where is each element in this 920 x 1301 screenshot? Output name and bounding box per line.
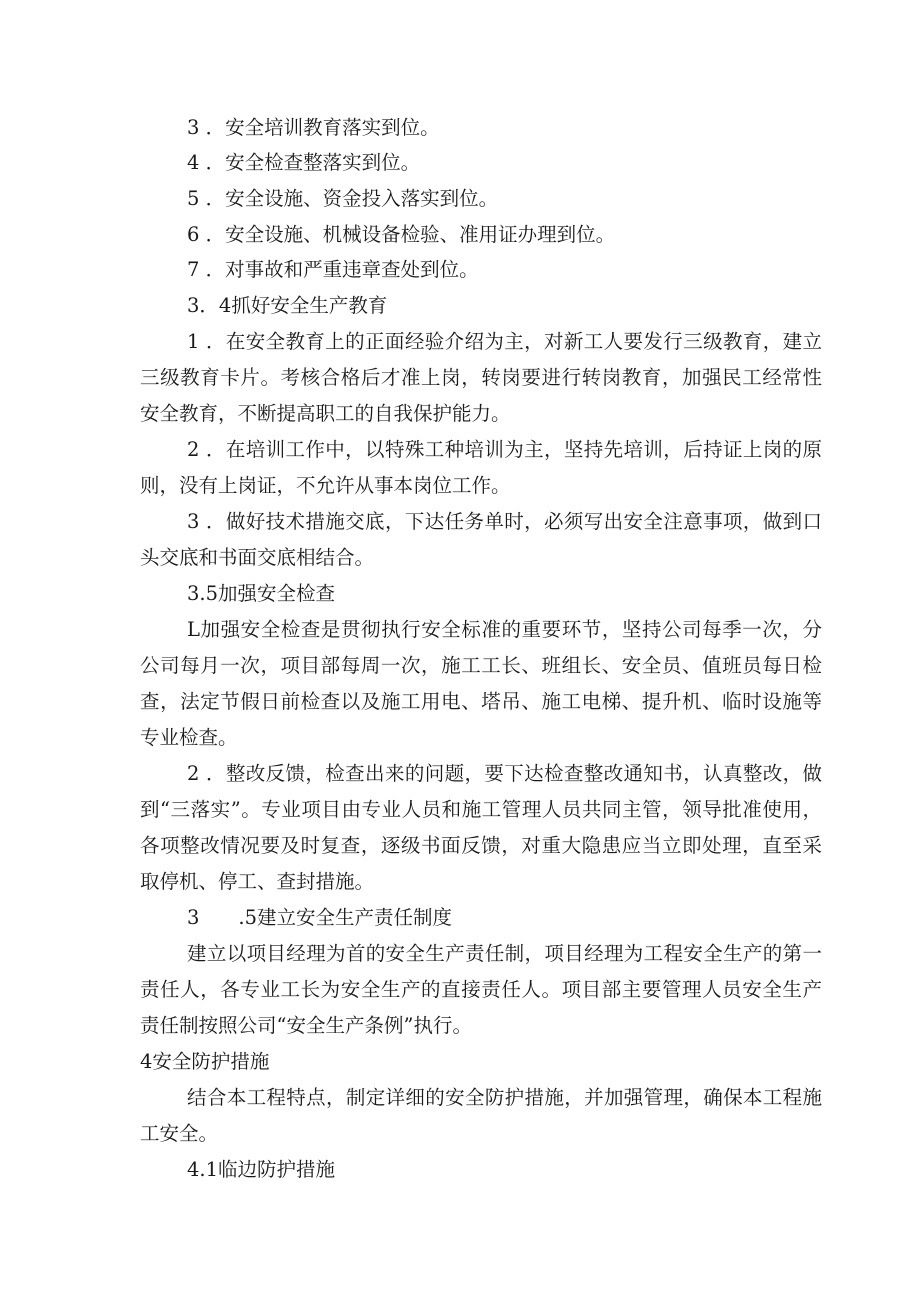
paragraph-line: 公司每月一次，项目部每周一次，施工工长、班组长、安全员、值班员每日检 [140, 654, 822, 677]
paragraph-line: 查，法定节假日前检查以及施工用电、塔吊、施工电梯、提升机、临时设施等 [140, 690, 822, 713]
paragraph-line: 取停机、停工、查封措施。 [140, 870, 375, 893]
section-heading-3-5b: 3 .5建立安全生产责任制度 [187, 906, 453, 929]
section-heading-4: 4安全防护措施 [140, 1050, 270, 1073]
paragraph-line: 责任制按照公司“安全生产条例”执行。 [140, 1014, 472, 1037]
section-heading-3-4: 3．4抓好安全生产教育 [187, 294, 388, 317]
paragraph-line: 2 ．整改反馈，检查出来的问题，要下达检查整改通知书，认真整改，做 [187, 762, 822, 785]
paragraph-line: L加强安全检查是贯彻执行安全标准的重要环节，坚持公司每季一次，分 [187, 618, 822, 641]
paragraph-line: 则，没有上岗证，不允许从事本岗位工作。 [140, 474, 511, 497]
paragraph-line: 各项整改情况要及时复查，逐级书面反馈，对重大隐患应当立即处理，直至采 [140, 834, 822, 857]
paragraph-line: 专业检查。 [140, 726, 238, 749]
paragraph-line: 工安全。 [140, 1122, 219, 1145]
paragraph-line: 结合本工程特点，制定详细的安全防护措施，并加强管理，确保本工程施 [187, 1086, 822, 1109]
list-item: 3 ．安全培训教育落实到位。 [187, 116, 440, 139]
paragraph-line: 到“三落实”。专业项目由专业人员和施工管理人员共同主管，领导批准使用， [140, 798, 822, 821]
paragraph-line: 2 ．在培训工作中，以特殊工种培训为主，坚持先培训，后持证上岗的原 [187, 438, 822, 461]
paragraph-line: 安全教育，不断提高职工的自我保护能力。 [140, 402, 511, 425]
paragraph-line: 头交底和书面交底相结合。 [140, 546, 375, 569]
list-item: 4 ．安全检查整落实到位。 [187, 151, 421, 174]
list-item: 6 ．安全设施、机械设备检验、准用证办理到位。 [187, 223, 616, 246]
paragraph-line: 责任人，各专业工长为安全生产的直接责任人。项目部主要管理人员安全生产 [140, 978, 822, 1001]
paragraph-line: 3 ．做好技术措施交底，下达任务单时，必须写出安全注意事项，做到口 [187, 510, 822, 533]
paragraph-line: 三级教育卡片。考核合格后才准上岗，转岗要进行转岗教育，加强民工经常性 [140, 366, 822, 389]
paragraph-line: 建立以项目经理为首的安全生产责任制，项目经理为工程安全生产的第一 [187, 942, 822, 965]
section-heading-4-1: 4.1临边防护措施 [187, 1158, 336, 1181]
paragraph-line: 1 ．在安全教育上的正面经验介绍为主，对新工人要发行三级教育，建立 [187, 330, 822, 353]
section-heading-3-5: 3.5加强安全检查 [187, 582, 336, 605]
list-item: 5 ．安全设施、资金投入落实到位。 [187, 187, 499, 210]
list-item: 7 ．对事故和严重违章查处到位。 [187, 258, 479, 281]
